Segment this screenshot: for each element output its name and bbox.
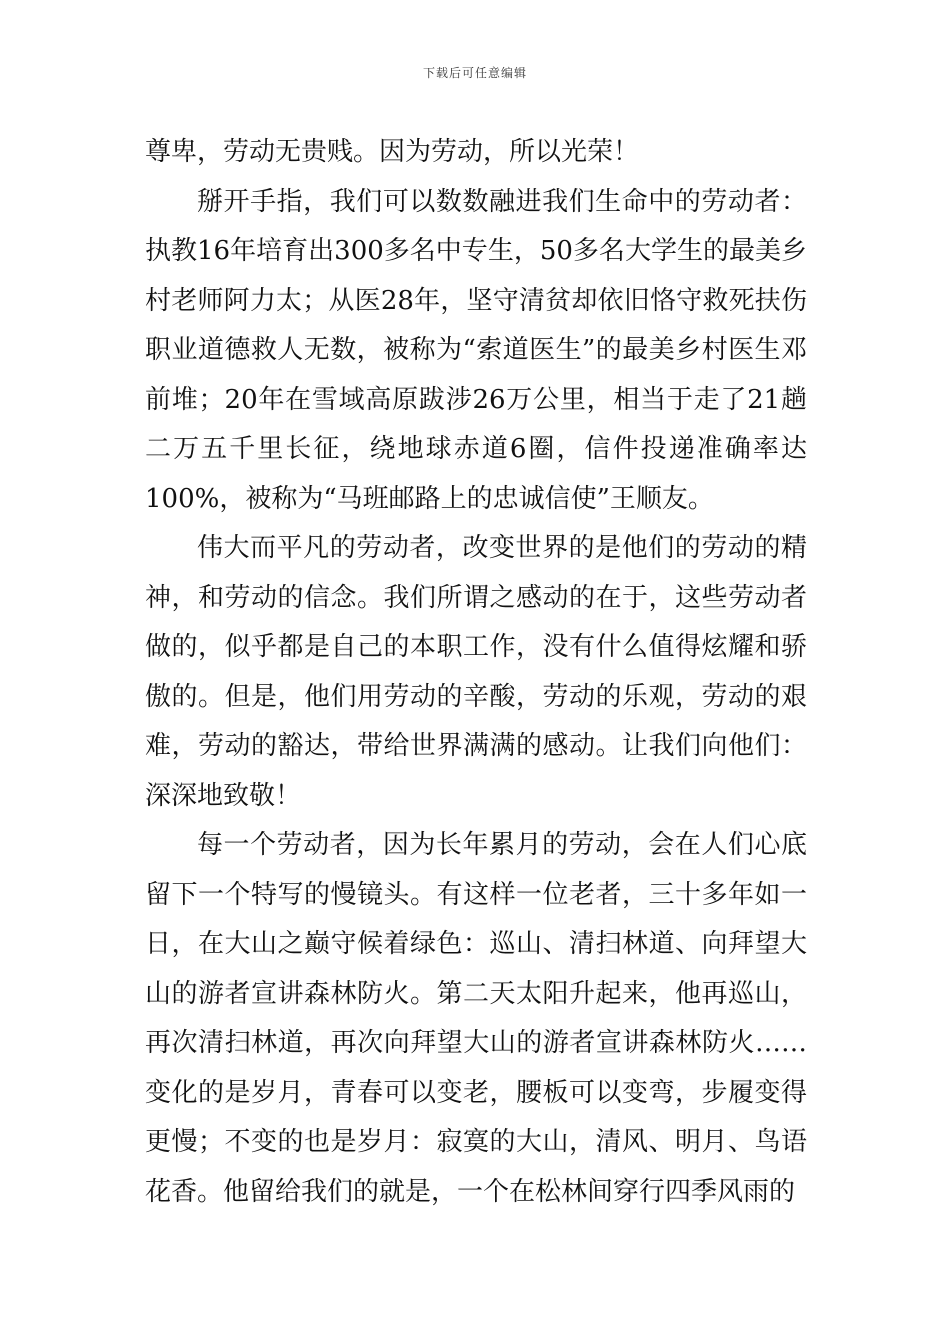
paragraph-continuation: 尊卑，劳动无贵贱。因为劳动，所以光荣！ bbox=[145, 137, 640, 167]
paragraph-workers-examples: 掰开手指，我们可以数数融进我们生命中的劳动者：执教16年培育出300多名中专生，50多名大学生的最美乡村老师阿力太；从医28年，坚守清贫却依旧恪守救死扶伤职业道德救人无数，被称为“索道医生”的最美乡村医生邓前堆；20年在雪域高原跋涉26万公里，相当于走了21趟二万五千里长征，绕地球赤道6圈，信件投递准确率达100%，被称为“马班邮路上的忠诚信使”王顺友。 bbox=[145, 186, 807, 514]
paragraph-old-forester: 每一个劳动者，因为长年累月的劳动，会在人们心底留下一个特写的慢镜头。有这样一位老者，三十多年如一日，在大山之巅守候着绿色：巡山、清扫林道、向拜望大山的游者宣讲森林防火。第二天太阳升起来，他再巡山，再次清扫林道，再次向拜望大山的游者宣讲森林防火……变化的是岁月，青春可以变老，腰板可以变弯，步履变得更慢；不变的也是岁月：寂寞的大山，清风、明月、鸟语花香。他留给我们的就是，一个在松林间穿行四季风雨的 bbox=[145, 830, 807, 1207]
document-body bbox=[145, 128, 807, 1217]
paragraph-great-ordinary: 伟大而平凡的劳动者，改变世界的是他们的劳动的精神，和劳动的信念。我们所谓之感动的在于，这些劳动者做的，似乎都是自己的本职工作，没有什么值得炫耀和骄傲的。但是，他们用劳动的辛酸，劳动的乐观，劳动的艰难，劳动的豁达，带给世界满满的感动。让我们向他们：深深地致敬！ bbox=[145, 533, 807, 811]
page-header: 下载后可任意编辑 bbox=[422, 66, 527, 80]
